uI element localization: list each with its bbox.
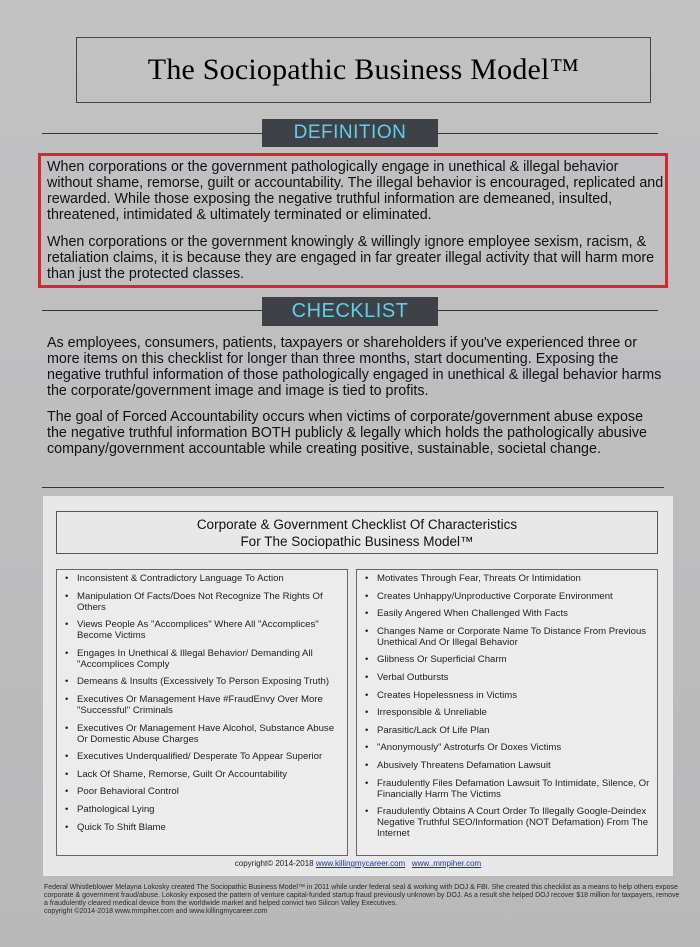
definition-rule-left [42,133,262,134]
list-item: • Changes Name or Corporate Name To Distance From Previous Unethical And Or Illegal Behavior [363,626,651,648]
list-item: • Verbal Outbursts [363,672,651,683]
card-copyright [43,859,673,868]
definition-heading: DEFINITION [262,119,438,147]
list-item: • Inconsistent & Contradictory Language To Action [63,573,341,584]
list-item: • Fraudulently Files Defamation Lawsuit To Intimidate, Silence, Or Financially Harm The Victims [363,778,651,800]
list-item: • Fraudulently Obtains A Court Order To Illegally Google-Deindex Negative Truthful SEO/Information (NOT Defamation) From The Internet [363,806,651,839]
list-item: • Executives Or Management Have #FraudEnvy Over More "Successful" Criminals [63,694,341,716]
list-item: • Irresponsible & Unreliable [363,707,651,718]
list-item: • Executives Underqualified/ Desperate To Appear Superior [63,751,341,762]
definition-paragraph-1: When corporations or the government pathologically engage in unethical & illegal behavior without shame, remorse, guilt or accountability. The illegal behavior is encouraged, replicated and rewarded. While those exposing the negative truthful information are demeaned, insulted, threatened, intimidated & ultimately terminated or eliminated. [47,159,664,223]
list-item: • Creates Hopelessness in Victims [363,690,651,701]
characteristics-right-column [356,569,658,856]
checklist-rule-left [42,310,262,311]
card-copyright-text: copyright© 2014-2018 [234,859,314,868]
list-item: • Pathological Lying [63,804,341,815]
killingmycareer-link[interactable]: www.killingmycareer.com [315,859,406,868]
definition-rule-right [438,133,658,134]
list-item: • Easily Angered When Challenged With Facts [363,608,651,619]
mmpiher-link[interactable]: www..mmpiher.com [411,859,482,868]
checklist-card-title-line-2: For The Sociopathic Business Model™ [240,533,474,549]
checklist-heading: CHECKLIST [262,297,438,326]
list-item: • Glibness Or Superficial Charm [363,654,651,665]
list-item: • "Anonymously" Astroturfs Or Doxes Victims [363,742,651,753]
list-item: • Quick To Shift Blame [63,822,341,833]
footer-text: Federal Whistleblower Melayna Lokosky created The Sociopathic Business Model™ in 2011 while under federal seal & working with DOJ & FBI. She created this checklist as a means to help others expose corporate & government fraud/abuse. Lokosky exposed the pattern of venture capital-funded startup fraud previously unknown by DOJ. As a result she helped DOJ recover $18 million for taxpayers, remove a fraudulently cleared medical device from the worldwide market and helped convict two Silicon Valley Executives. [44,884,680,907]
list-item: • Parasitic/Lack Of Life Plan [363,725,651,736]
list-item: • Creates Unhappy/Unproductive Corporate Environment [363,591,651,602]
list-item: • Manipulation Of Facts/Does Not Recognize The Rights Of Others [63,591,341,613]
list-item: • Lack Of Shame, Remorse, Guilt Or Accountability [63,769,341,780]
list-item: • Motivates Through Fear, Threats Or Intimidation [363,573,651,584]
footer [44,884,680,916]
checklist-rule-right [438,310,658,311]
checklist-paragraph-2: The goal of Forced Accountability occurs when victims of corporate/government abuse expose the negative truthful information BOTH publicly & legally which holds the pathologically abusive company/government accountable while creating positive, sustainable, societal change. [47,409,648,457]
list-item: • Poor Behavioral Control [63,786,341,797]
characteristics-left-column [56,569,348,856]
checklist-paragraph-1: As employees, consumers, patients, taxpayers or shareholders if you've experienced three or more items on this checklist for longer than three months, start documenting. Exposing the negative truthful information of those pathologically engaged in unethical & illegal behavior harms the corporate/government image and image is tied to profits. [47,335,662,399]
page-title: The Sociopathic Business Model™ [147,53,580,86]
checklist-card-title-line-1: Corporate & Government Checklist Of Characteristics [196,516,518,532]
definition-paragraph-2: When corporations or the government knowingly & willingly ignore employee sexism, racism, & retaliation claims, it is because they are engaged in far greater illegal activity that will harm more than just the protected classes. [47,234,655,282]
list-item: • Engages In Unethical & Illegal Behavior/ Demanding All "Accomplices Comply [63,648,341,670]
list-item: • Demeans & Insults (Excessively To Person Exposing Truth) [63,676,341,687]
checklist-card-title [56,511,658,554]
list-item: • Abusively Threatens Defamation Lawsuit [363,760,651,771]
checklist-bottom-rule [42,487,664,488]
title-box [76,37,651,103]
list-item: • Executives Or Management Have Alcohol, Substance Abuse Or Domestic Abuse Charges [63,723,341,745]
footer-copyright: copyright ©2014-2018 www.mmpiher.com and www.killingmycareer.com [44,908,268,915]
list-item: • Views People As "Accomplices" Where All "Accomplices" Become Victims [63,619,341,641]
